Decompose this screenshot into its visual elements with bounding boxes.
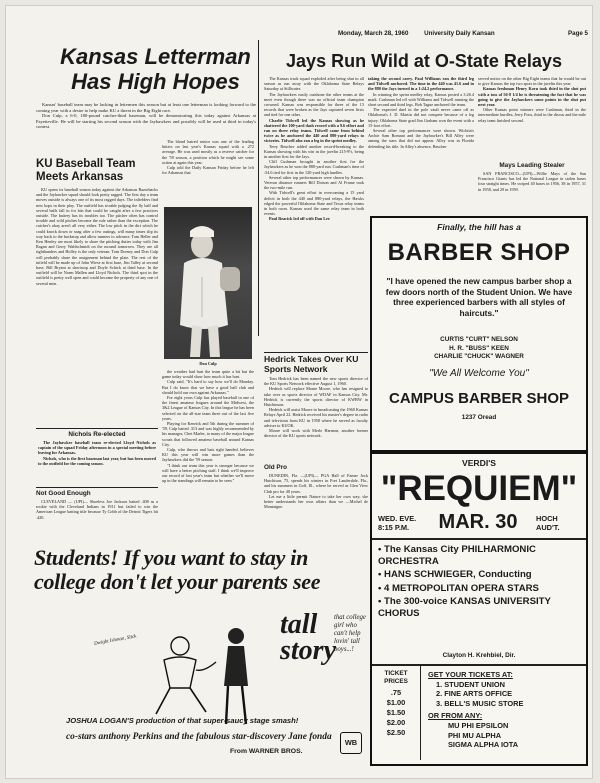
relays-p7: With Tidwell's great effort in overcoming a 15 yard deficit in both the 440 and 880-yard relays, the Hawks edged the powerful Oklahoma State and Texas relay teams in both races. Kansas used the same relay team in both events. (264, 190, 364, 217)
baseball-headline: KU Baseball Team Meets Arkansas (36, 158, 136, 183)
relays-p3: Charlie Tidwell led the Kansas showing as he shattered the 100-yard dash record with a 9.6 effort and ran on three relay teams. Tidwell came from behind twice as he anchored the 440 and 880-yard relays to victories. Tidwell also ran a leg in the sprint medley. (264, 117, 364, 144)
requiem-conductor: Clayton H. Krehbiel, Dir. (442, 652, 516, 659)
divider (372, 538, 586, 540)
ticket-prices-label: TICKET PRICES (384, 670, 408, 685)
price-1: .75 (390, 688, 402, 697)
requiem-item-2 (378, 569, 582, 581)
bullet-icon: • (378, 582, 385, 594)
divider (36, 487, 158, 488)
divider (372, 664, 586, 666)
oldpro-body (264, 473, 368, 535)
baseball-body: KU opens its baseball season today against the Arkansas Razorbacks and the Jayhawker squad should look pretty ragged. The first day a team moves outside is always one of its most ragged days. The infielders find new hops in their play. The outfield has trouble judging the fly ball and several balls fall in for hits that could be caught after a few practices outside. The battery has its troubles too. The pitcher often has control trouble and wild pitches become the rule rather than the exception. The catcher's okay aren't all very either. The low pitch in the dirt which he could knock down or snag after a few outings, will many times slip its way back to the backstop and allow runners to advance. Tom Heller and Ken Henley are most likely to share the pitching duties today with Jim Ragan and Gerry Waldschmidt on the mound tomorrow. They are all righthanders and Holley is the only veteran. Tom Dorney and Don Culp will probably share the assignment behind the plate. The rest of the infield will be made up of John Wiese at first base, Jim Talley at second base, Bill Bryant at shortstop and Doyle Schick at third base. In the outfield will be Norm Mallen and Lloyd Nichols. The third spot in the outfield is pretty well open and could become the property of any one of several men. (36, 187, 158, 286)
outlet-1: 1. STUDENT UNION (436, 679, 505, 689)
relays-p5: Cliff Cushman brought in another first for the Jayhawkers as he won the 880-yard run. Cushman's time of :54.6 tied for first in the 120-yard high hurdles. (264, 159, 364, 175)
letterman-p5: the weather had hurt the team quite a bit but the game today would show how much it has hurt. (162, 369, 254, 380)
requiem-item-1 (378, 544, 582, 567)
oldpro-headline: Old Pro (264, 464, 288, 471)
barber-address: 1237 Oread (461, 414, 497, 421)
relays-p11: The expected duel in the pole vault never came off as Oklahoma's J. D. Martin did not compete because of a leg injury. Oklahoma State grad Jim Graham won the event with a 15-foot effort. (368, 107, 474, 128)
ticket-outlets (428, 670, 582, 750)
divider (36, 428, 158, 429)
studio-credit: From WARNER BROS. (230, 748, 303, 755)
notgood-headline: Not Good Enough (36, 490, 91, 497)
cartoon-figures (144, 626, 274, 726)
hedrick-body (264, 376, 368, 460)
tall-story-title (280, 609, 336, 666)
relays-p6: Several other top performances were shown by Kansas. Veteran distance runners Bill Dotson and Al Frame took the two-mile run. (264, 174, 364, 191)
letterman-p9: Culp, who throws and bats right handed, believes KU this year will win more games than the Jayhawkers did the '59 season. (162, 447, 254, 463)
barber-name-3: CHARLIE "CHUCK" WAGNER (434, 353, 524, 361)
header-page-number: Page 5 (568, 30, 588, 37)
relays-p13: served notice on the other Big Eight teams that he would be out to give Kansas the top two spots in the javelin this year. (478, 76, 586, 87)
requiem-title: "REQUIEM" (380, 469, 578, 508)
oldpro-p2: Let me a little permit Nature to take her own way; she better understands her own affairs than we —Michel de Montaigne. (264, 493, 368, 510)
group-3: SIGMA ALPHA IOTA (448, 740, 519, 750)
requiem-venue-2: AUD'T. (536, 523, 560, 533)
relays-p14: Kansas freshman Henry Korn took third in the shot put with a toss of 56-8 1/4 he is threatening the fact that he was going to give the Jayhawkers some points in the shot put next year. (478, 86, 586, 108)
letterman-headline (48, 44, 263, 94)
hedrick-p3: Hedrick will assist Moore in broadcasting the 1960 Kansas Relays April 22. Hedrick received his master's degree in radio and television from KU in 1958 where he served as faculty adviser to KUOK. (264, 407, 368, 428)
requiem-item-3-text: 4 METROPOLITAN OPERA STARS (384, 582, 539, 594)
group-2: PHI MU ALPHA (448, 730, 502, 740)
requiem-item-2-text: HANS SCHWIEGER, Conducting (384, 569, 532, 581)
requiem-venue-1: HOCH (536, 514, 558, 523)
requiem-item-4-text: The 300-voice KANSAS UNIVERSITY CHORUS (378, 596, 551, 619)
warner-logo: WB (340, 732, 362, 754)
hedrick-p2: Hedrick will replace Monte Moore, who has resigned to take over as sports director of WDAF in Kansas City. Mr. Hedrick is currently the sports director of KWBW in Hutchinson. (264, 386, 368, 408)
letterman-p10: "I think our team this year is stronger because we will have a better pitching staff. I think we'll improve our record of last year's team but whether we'll move up in the standings will remain to be seen." (162, 462, 254, 484)
requiem-date: MAR. 30 (438, 511, 518, 533)
title-tall: tall (280, 609, 318, 640)
letterman-headline-line1: Kansas Letterman (60, 44, 251, 69)
barber-quote: "I have opened the new campus barber shop a few doors north of the Student Union. We have three experienced barbers with all styles of haircuts." (385, 276, 573, 318)
barber-title: BARBER SHOP (387, 239, 571, 266)
barber-name-2: H. R. "BUSS" KEEN (449, 344, 509, 352)
requiem-day-time (378, 514, 424, 533)
ticket-prices (376, 688, 416, 738)
relays-col1 (264, 76, 364, 352)
requiem-item-4 (378, 596, 582, 619)
outlet-2: 2. FINE ARTS OFFICE (436, 689, 513, 699)
relays-p1: The Kansas track squad exploded after being shut in all season as run away with the Oklahoma State Relays Saturday at Stillwater. (264, 76, 364, 92)
relays-p4: Terry Beucher added another record-breaking to the Kansas showing with his win in the javelin 215-9½, being in another first for the Jays. (264, 143, 364, 160)
bullet-icon: • (378, 596, 385, 608)
price-5: $2.50 (386, 728, 406, 737)
relays-p15: Other Kansas point winners were Cushman, third in the intermediate hurdles; Jerry Foos, third in the discus and the mile relay team finished second. (478, 107, 586, 123)
relays-p9: taking the second carry. Paul Williams ran the third leg and Tidwell anchored. The time in the 440 was 41.6 and in the 880 the Jays turned in a 1:24.2 performance. (368, 76, 474, 92)
requiem-venue (536, 514, 582, 533)
mays-body: SAN FRANCISCO—(UPI)—Willie Mays of the San Francisco Giants has led the National League in stolen bases four straight times. He swiped 40 bases in 1956, 38 in 1957, 31 in 1958, and 29 in 1959. (478, 171, 586, 192)
speech-balloon: Dwight Ishman, Slick (93, 634, 137, 647)
culp-photo (164, 207, 252, 359)
requiem-ad (370, 452, 588, 766)
header-paper: University Daily Kansan (424, 30, 495, 37)
letterman-p8: Playing for Kenrick and 5th during the summer of '59, Culp batted .313 and was highly recommended by his manager, Chet Marler, to many of the major league scouts that followed amateur baseball around Kansas City. (162, 421, 254, 447)
barber-names (372, 336, 586, 362)
nichols-body-p2: Nichols, who is the first baseman last year, but has been moved to the outfield for the coming season. (38, 455, 156, 466)
requiem-item-1-text: The Kansas City PHILHARMONIC ORCHESTRA (378, 544, 536, 567)
letterman-headline-line2: Has High Hopes (71, 69, 240, 94)
barber-tagline: Finally, the hill has a (437, 222, 521, 232)
relays-col2 (368, 76, 474, 214)
culp-photo-figure (164, 207, 252, 359)
letterman-lead (36, 102, 256, 130)
relays-p2: The Jayhawkers easily outshone the other teams at the meet even though there was no official team champion crowned. Kansas was responsible for three of the 13 records that were broken as the Jays captured seven firsts and tied for one other. (264, 91, 364, 118)
price-2: $1.00 (386, 698, 406, 707)
get-tickets-label: GET YOUR TICKETS AT: (428, 670, 513, 679)
barber-shop-name: CAMPUS BARBER SHOP (388, 390, 569, 407)
page-header (338, 30, 588, 37)
tall-story-side-text: that college girl who can't help lovin' tall boys...! (334, 614, 366, 653)
barber-name-1: CURTIS "CURT" NELSON (440, 336, 518, 343)
newspaper-page (6, 6, 592, 778)
relays-p12: Several other top performances were shown. Wichita's Archie Sam Romani and the Jayhawker's Bill Alley were among the stars that did not appear. Alley was in Florida defending his title. In Alley's absence, Beucher (368, 128, 474, 149)
column-rule (258, 40, 259, 336)
nichols-body-p1: The Jayhawker baseball team re-elected Lloyd Nichols as captain of the squad Friday afternoon in a special meeting before leaving for Arkansas. (38, 440, 156, 456)
requiem-day: WED. EVE. (378, 514, 417, 523)
tall-story-ad (34, 546, 366, 768)
relays-p10: In winning the sprint medley relay, Kansas posted a 3:26.4 mark. Cushman led off with Williams and Tidwell running the short second and third legs. Bob Tague anchored the team. (368, 91, 474, 108)
nichols-headline: Nichols Re-elected (68, 431, 126, 438)
nichols-body (38, 440, 156, 494)
hedrick-p1: Tom Hedrick has been named the new sports director of the KU Sports Network effective August 1, 1960. (264, 376, 368, 387)
requiem-time: 8:15 P.M. (378, 523, 410, 533)
barber-welcome: "We All Welcome You" (429, 368, 529, 379)
letterman-p6: Culp said, "It's hard to say how we'll do Monday. But I do know that we have a good ball club and should hold our own against Arkansas." (162, 379, 254, 395)
letterman-col2-top (162, 139, 254, 207)
divider (264, 352, 368, 353)
price-3: $1.50 (386, 708, 406, 717)
letterman-p3: The blond haired senior was one of the leading hitters on last year's Kansas squad with a .272 average. He was used mostly as a reserve catcher for the '59 season, a position which he might see some action at again this year. (162, 139, 254, 165)
relays-p8: Paul Reacick led off with Dan Lee (269, 216, 330, 222)
price-4: $2.00 (386, 718, 406, 727)
requiem-pre: VERDI'S (461, 458, 497, 468)
hedrick-p4: Moore will work with Merle Harmon, another former director of the KU sports network. (264, 428, 368, 439)
title-story: story (280, 635, 336, 666)
hedrick-headline: Hedrick Takes Over KU Sports Network (264, 354, 359, 374)
relays-headline: Jays Run Wild at O-State Relays (286, 51, 562, 71)
letterman-col2-bottom (162, 369, 254, 547)
relays-col3 (478, 76, 586, 158)
or-from-label: OR FROM ANY: (428, 711, 483, 721)
barber-shop-ad (370, 216, 588, 452)
requiem-program (378, 544, 582, 620)
star-credit: co-stars anthony Perkins and the fabulous star-discovery Jane fonda (66, 732, 332, 742)
letterman-lead-p2: Don Culp, a 6-0, 180-pound catcher-third baseman, will be demonstrating this today against Arkansas at Fayetteville. He will be starting his second season with the Jayhawkers and possibly will be used at third in today's contest. (36, 113, 256, 130)
requiem-item-3 (378, 583, 582, 595)
tall-story-headline: Students! If you want to stay in college don't let your parents see (34, 545, 321, 594)
notgood-body: CLEVELAND — (UPI)— Shoeless Joe Jackson batted .408 as a rookie with the Cleveland Indians in 1911 but failed to win the American League batting title because Ty Cobb of the Detroit Tigers hit .420. (36, 499, 158, 520)
outlet-3: 3. BELL'S MUSIC STORE (436, 698, 524, 708)
letterman-p7: For eight years Culp has played baseball in one of the finest amateur leagues around the Midwest, the 3&2 League of Kansas City. In this league he has been selected on the all-star team three out of the last five years. (162, 395, 254, 421)
oldpro-p1: DUNEDIN, Fla. —(UPI)— PGA Hall of Famer Jock Hutchison, 75, spends his winters in Fort Lauderdale, Fla., and his summers in Golf, Ill., where he served as Glen View Club pro for 40 years. (264, 473, 368, 494)
production-credit: JOSHUA LOGAN'S production of that super-saucy stage smash! (66, 716, 299, 725)
letterman-lead-p1: Kansas' baseball team may be lacking in lettermen this season but at least one letterman is looking forward to the coming year with a desire to help make KU a threat in the Big Eight race. (36, 102, 256, 113)
mays-headline: Mays Leading Stealer (499, 162, 565, 169)
bullet-icon: • (378, 569, 385, 581)
photo-caption: Don Culp (199, 361, 217, 366)
group-1: MU PHI EPSILON (448, 720, 509, 730)
header-date: Monday, March 28, 1960 (338, 30, 409, 37)
letterman-p4: Culp told the Daily Kansan Friday before he left for Arkansas that (162, 165, 254, 176)
divider (420, 666, 421, 760)
bullet-icon: • (378, 544, 385, 555)
